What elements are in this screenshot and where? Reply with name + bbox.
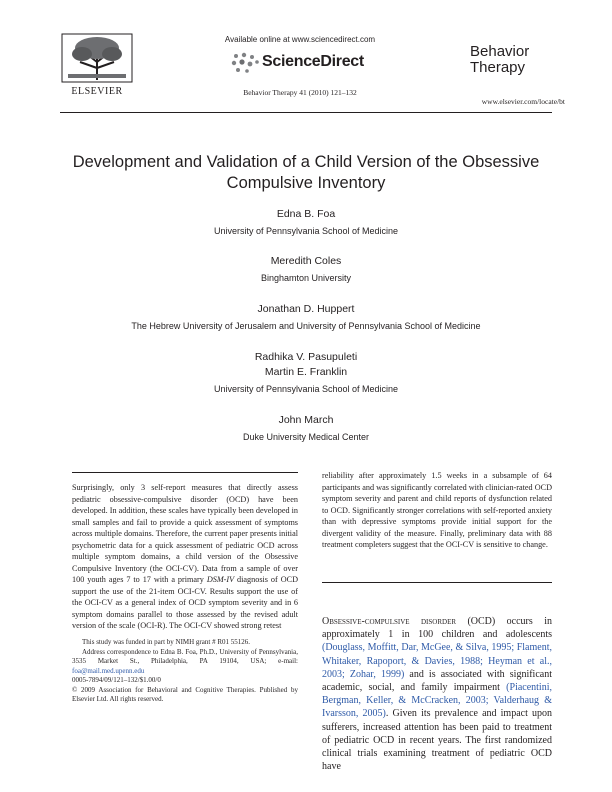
journal-title: Behavior Therapy: [470, 43, 530, 76]
intro-text: (OCD) occurs in approximately 1 in 100 children and adolescents: [322, 616, 552, 641]
available-online-text: Available online at www.sciencedirect.com: [224, 35, 376, 44]
address-text: Address correspondence to Edna B. Foa, Ph.D., University of Pennsylvania, 3535 Market St., Philadelphia, PA 19104, USA; e-mail:: [72, 647, 298, 665]
issn-line: 0005-7894/09/121–132/$1.00/0: [72, 676, 161, 684]
author-affiliation: University of Pennsylvania School of Medicine: [213, 226, 399, 236]
email-link[interactable]: foa@mail.med.upenn.edu: [72, 666, 145, 675]
funding-note: This study was funded in part by NIMH grant # R01 55126.: [82, 638, 250, 646]
abstract-text: diagnosis of OCD support the use of the 21-item OCI-CV. Results support the use of the OCI-CV as a general index of OCD symptom severity and in 6 symptom domains parallel to those assessed by the revised adult version of the scale (OCI-R). The OCI-CV showed strong retest: [72, 575, 298, 630]
abstract-text: reliability after approximately 1.5 weeks in a subsample of 64 participants and was significantly correlated with clinician-rated OCD symptom severity and parent and child reports of dysfunction related to OCD. Significantly stronger correlations with self-reported anxiety than with depressive symptoms provide initial support for the divergent validity of the measure. Finally, preliminary data with 88 treatment completers suggest that the OCI-CV is sensitive to change.: [322, 471, 552, 549]
abstract-left-column: [72, 482, 298, 632]
sciencedirect-dots-icon: [230, 52, 260, 74]
abstract-dsm: DSM-IV: [206, 575, 235, 584]
journal-citation: Behavior Therapy 41 (2010) 121–132: [243, 88, 357, 97]
footnote: [72, 638, 298, 705]
introduction-text: [322, 615, 552, 773]
intro-lead: Obsessive-compulsive disorder: [322, 616, 457, 627]
author-affiliation: Binghamton University: [260, 273, 352, 283]
author-affiliation: Duke University Medical Center: [242, 432, 370, 442]
author-name: Meredith Coles: [270, 255, 342, 267]
publisher-name: ELSEVIER: [71, 86, 123, 97]
abstract-end-rule: [322, 582, 552, 583]
abstract-text: Surprisingly, only 3 self-report measures that directly assess pediatric obsessive-compulsive disorder (OCD) have been developed. In addition, these scales have typically been developed in small samples and fail to provide a quick assessment of symptoms across multiple domains. Therefore, the current paper presents initial psychometric data for a quick assessment of pediatric OCD across multiple symptom domains, a child version of the Obsessive Compulsive Inventory (the OCI-CV). Data from a sample of over 100 youth ages 7 to 17 with a primary: [72, 483, 298, 584]
author-affiliation: University of Pennsylvania School of Medicine: [213, 384, 399, 394]
citation-link[interactable]: (Piacentini, Bergman, Keller, & McCracken, 2003; Valderhaug & Ivarsson, 2005): [322, 682, 552, 720]
author-name: Jonathan D. Huppert: [257, 303, 355, 315]
intro-text: and is associated with significant academic, social, and family impairment: [322, 668, 552, 694]
intro-text: . Given its prevalence and impact upon sufferers, increased attention has been paid to treatment of pediatric OCD in recent years. The first randomized clinical trials examining treatment of pediatric OCD have: [322, 708, 553, 773]
citation-link[interactable]: (Douglass, Moffitt, Dar, McGee, & Silva, 1995; Flament, Whitaker, Rapoport, & Davies, 1988; Heyman et al., 2003; Zohar, 1999): [322, 642, 552, 680]
journal-url[interactable]: www.elsevier.com/locate/bt: [481, 97, 565, 106]
author-affiliation: The Hebrew University of Jerusalem and University of Pennsylvania School of Medicine: [131, 321, 481, 331]
platform-name: ScienceDirect: [262, 53, 364, 70]
author-name: Edna B. Foa: [276, 208, 336, 220]
author-name: Radhika V. Pasupuleti: [254, 351, 358, 363]
header-rule: [60, 112, 552, 113]
abstract-rule: [72, 472, 298, 473]
abstract-right-column: [322, 470, 552, 551]
copyright-line: © 2009 Association for Behavioral and Cognitive Therapies. Published by Elsevier Ltd. All rights reserved.: [72, 685, 298, 703]
correspondence-note: [72, 648, 298, 677]
author-name: Martin E. Franklin: [264, 366, 348, 378]
author-name: John March: [278, 414, 334, 426]
article-title: Development and Validation of a Child Version of the Obsessive Compulsive Inventory: [72, 153, 540, 192]
